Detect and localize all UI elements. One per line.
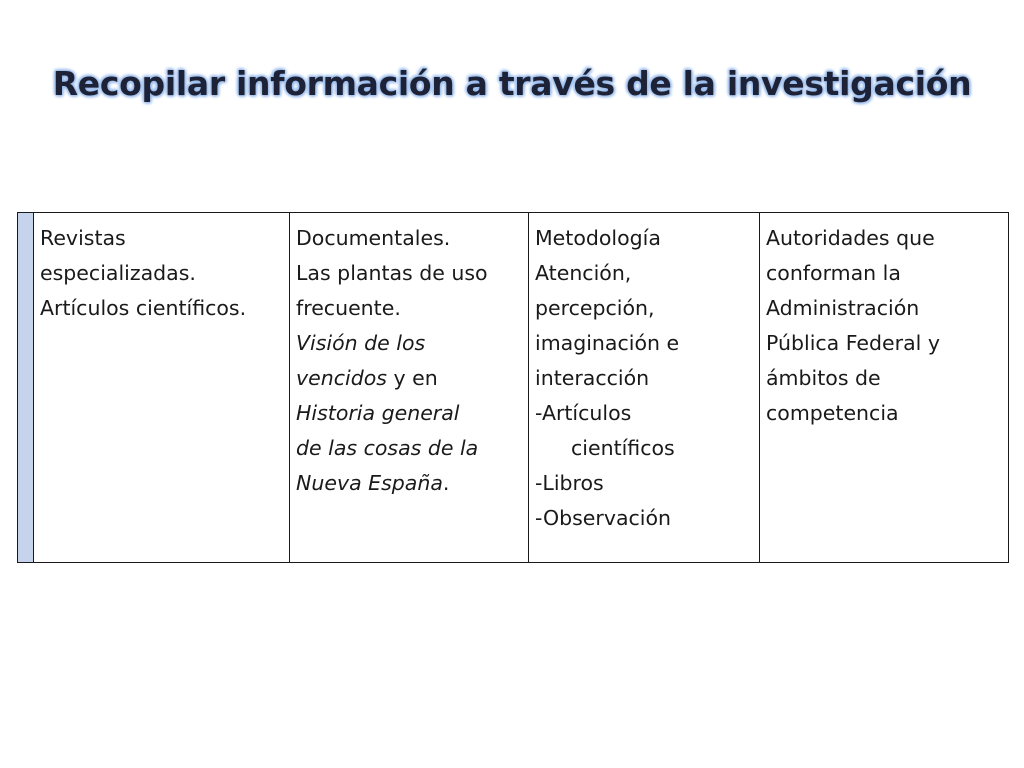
cell-line: [296, 431, 522, 466]
cell-text: ámbitos de: [766, 366, 881, 390]
cell-text: especializadas.: [40, 261, 196, 285]
cell-line: [535, 361, 753, 396]
cell-line: [40, 256, 283, 291]
italic-text: vencidos: [296, 366, 387, 390]
italic-text: Nueva España: [296, 471, 443, 495]
cell-line: [296, 256, 522, 291]
cell-text: Administración: [766, 296, 920, 320]
cell-line: [535, 431, 753, 466]
cell-text: Metodología: [535, 226, 661, 250]
cell-text: .: [442, 471, 450, 495]
cell-line: [296, 326, 522, 361]
cell-text: -Observación: [535, 506, 672, 530]
cell-text: conforman la: [766, 261, 901, 285]
table-cell-methodology: [529, 213, 760, 563]
cell-text: -Libros: [535, 471, 604, 495]
cell-text: Revistas: [40, 226, 126, 250]
cell-text: competencia: [766, 401, 899, 425]
info-table: [17, 212, 1009, 563]
cell-text: científicos: [571, 436, 675, 460]
cell-text: Atención,: [535, 261, 632, 285]
slide-title: Recopilar información a través de la investigación: [52, 64, 972, 103]
side-strip: [18, 213, 34, 563]
italic-text: de las cosas de la: [296, 436, 479, 460]
cell-line: [535, 396, 753, 431]
cell-line: [296, 361, 522, 396]
cell-line: [40, 221, 283, 256]
cell-line: [535, 466, 753, 501]
cell-text: y en: [386, 366, 438, 390]
table-cell-authorities: [760, 213, 1009, 563]
cell-line: [535, 501, 753, 536]
cell-line: [766, 326, 1002, 361]
cell-line: [535, 326, 753, 361]
cell-text: interacción: [535, 366, 650, 390]
info-table-container: [17, 212, 1009, 563]
cell-text: frecuente.: [296, 296, 401, 320]
cell-text: Documentales.: [296, 226, 451, 250]
cell-text: Artículos científicos.: [40, 296, 247, 320]
cell-text: Las plantas de uso: [296, 261, 488, 285]
italic-text: Historia general: [296, 401, 460, 425]
cell-line: [296, 221, 522, 256]
italic-text: Visión de los: [296, 331, 426, 355]
cell-line: [766, 221, 1002, 256]
cell-line: [766, 291, 1002, 326]
cell-line: [40, 291, 283, 326]
cell-line: [766, 361, 1002, 396]
cell-text: Pública Federal y: [766, 331, 940, 355]
table-row: [18, 213, 1009, 563]
cell-text: percepción,: [535, 296, 655, 320]
cell-line: [296, 466, 522, 501]
cell-text: imaginación e: [535, 331, 680, 355]
cell-line: [766, 256, 1002, 291]
cell-line: [535, 221, 753, 256]
cell-line: [296, 291, 522, 326]
cell-line: [535, 291, 753, 326]
cell-line: [296, 396, 522, 431]
cell-text: -Artículos: [535, 401, 632, 425]
table-cell-documentaries: [290, 213, 529, 563]
cell-text: Autoridades que: [766, 226, 935, 250]
table-cell-sources: [34, 213, 290, 563]
cell-line: [535, 256, 753, 291]
cell-line: [766, 396, 1002, 431]
